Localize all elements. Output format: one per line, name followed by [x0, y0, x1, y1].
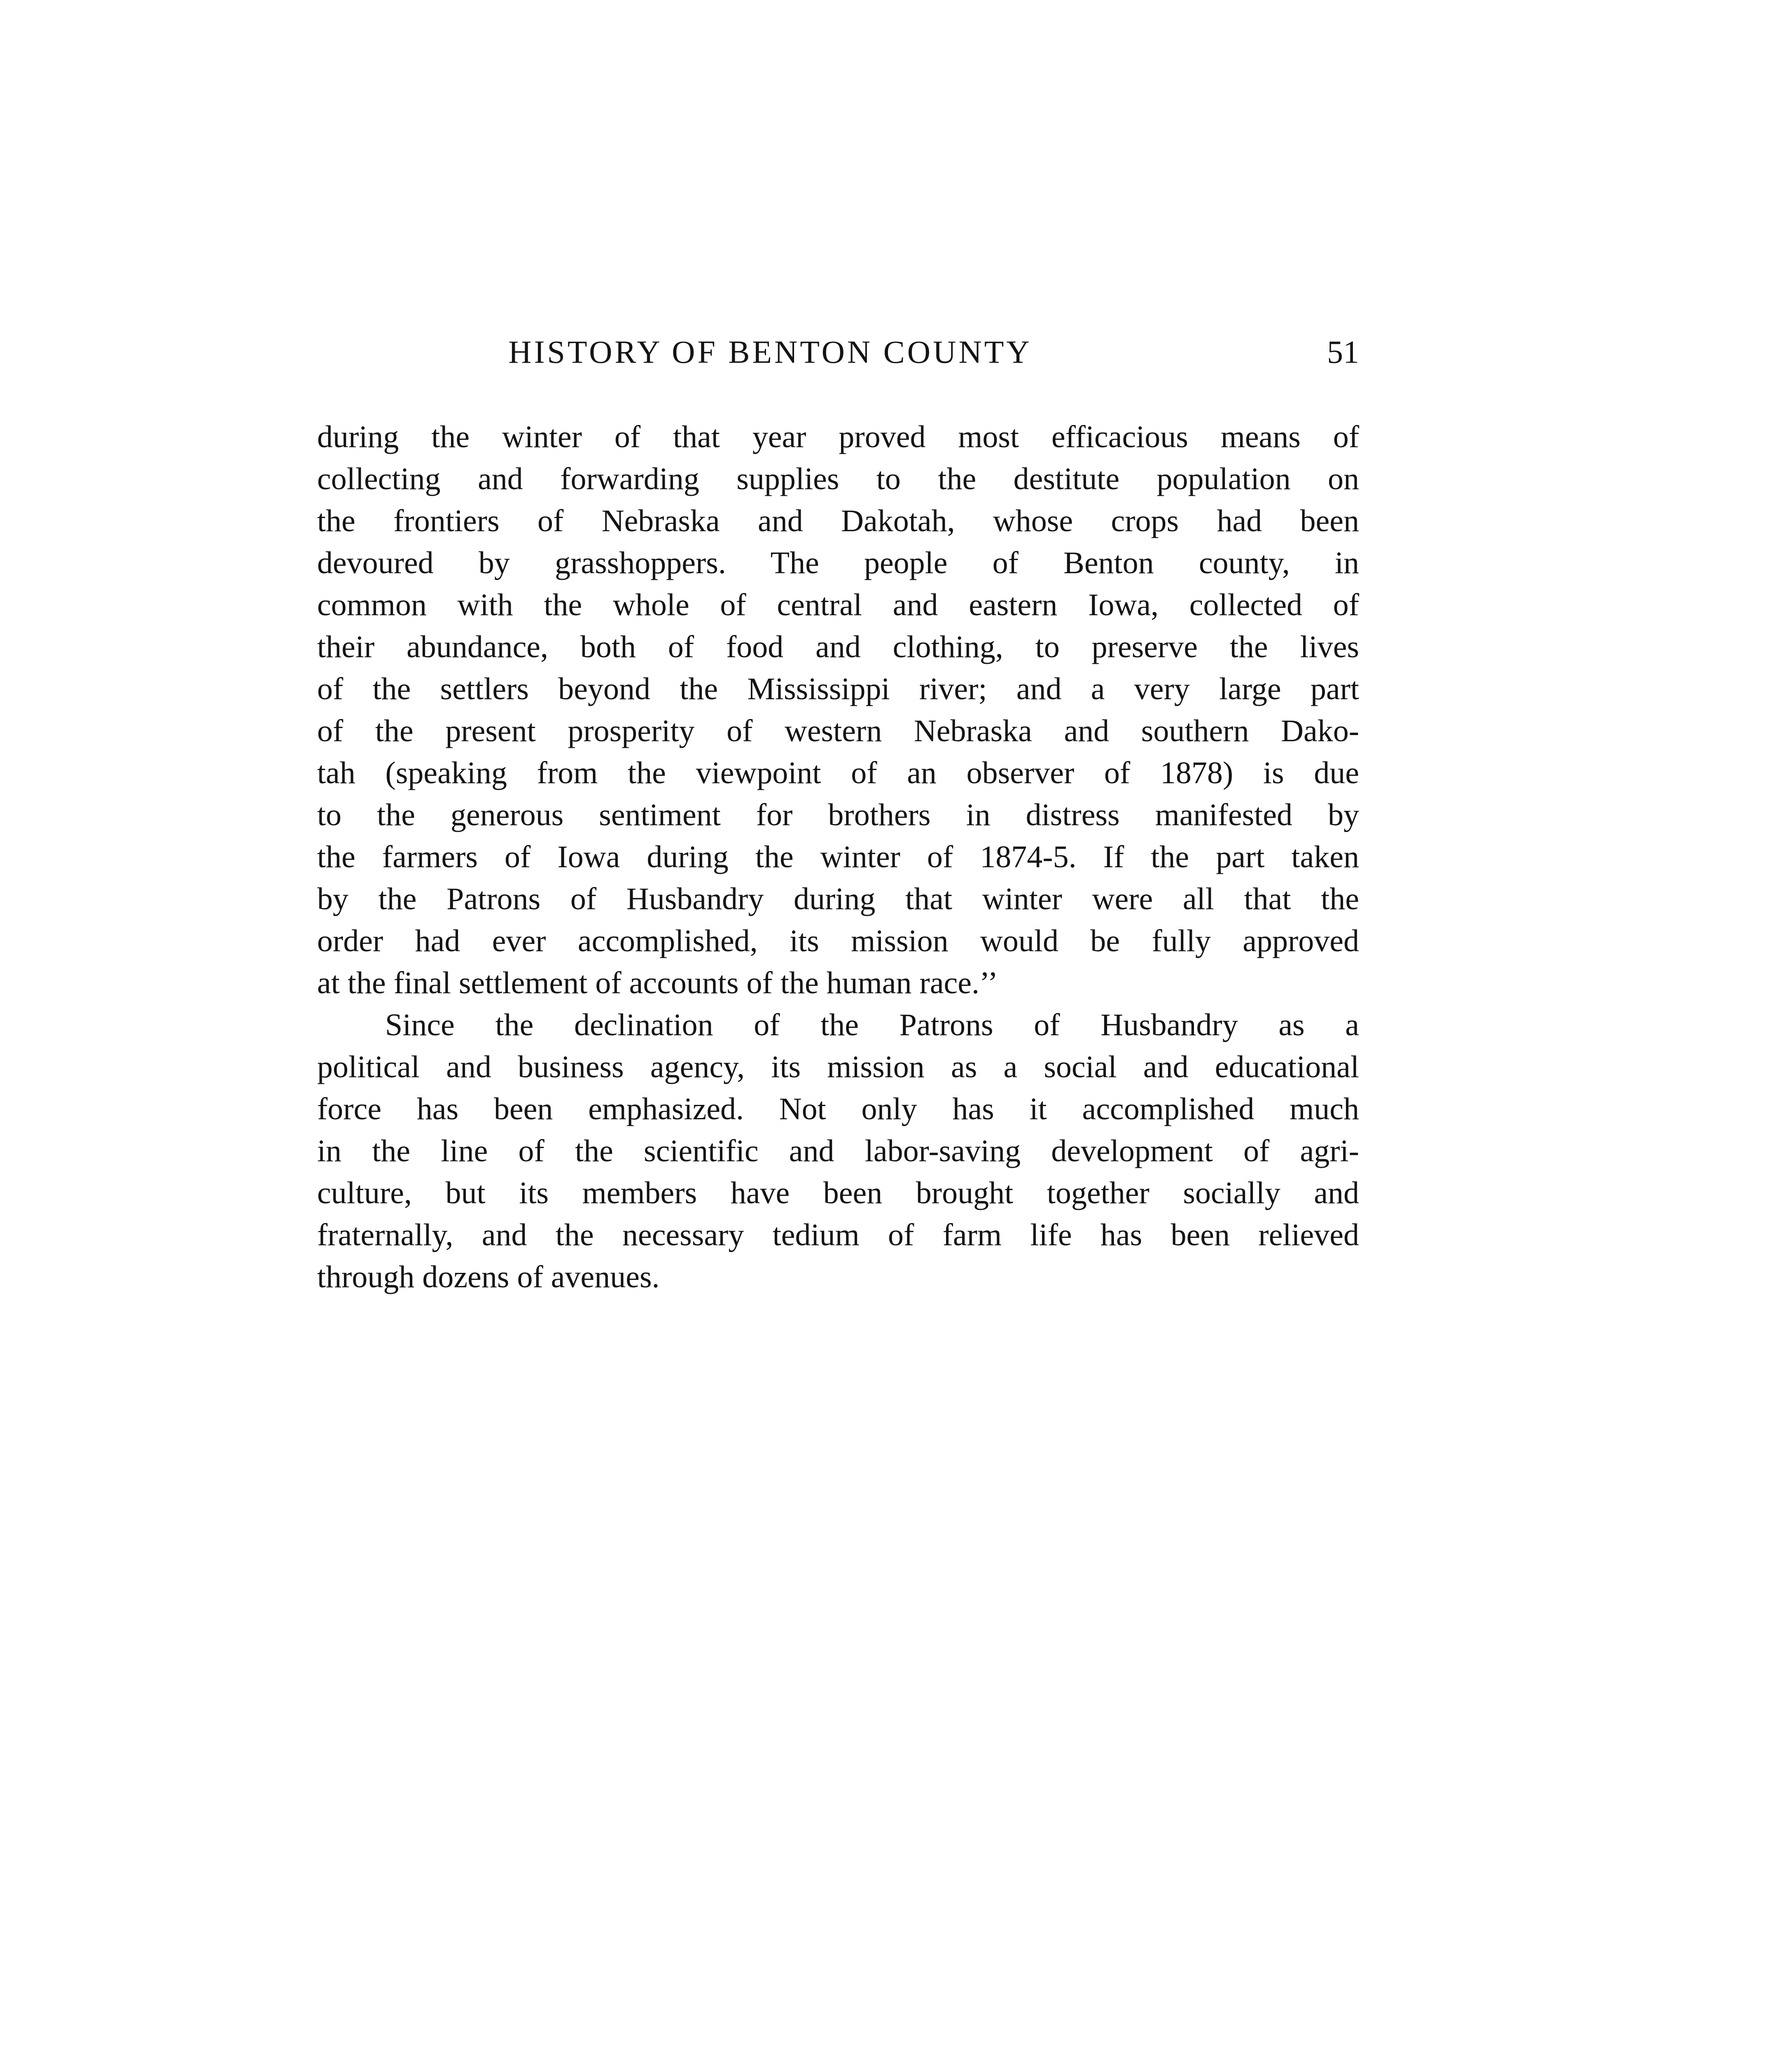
text-line: culture, but its members have been brought together socially and [317, 1176, 1359, 1210]
text-line: common with the whole of central and eastern Iowa, collected of [317, 588, 1359, 622]
text-line: of the settlers beyond the Mississippi river; and a very large part [317, 672, 1359, 706]
text-line: devoured by grasshoppers. The people of Benton county, in [317, 546, 1359, 580]
text-line: collecting and forwarding supplies to the destitute population on [317, 462, 1359, 496]
text-line: force has been emphasized. Not only has it accomplished much [317, 1092, 1359, 1126]
text-line: the farmers of Iowa during the winter of 1874-5. If the part taken [317, 840, 1359, 874]
text-line: tah (speaking from the viewpoint of an observer of 1878) is due [317, 756, 1359, 790]
paragraph-2 [317, 1004, 1359, 1298]
text-line: Since the declination of the Patrons of Husbandry as a [385, 1008, 1359, 1042]
text-line: fraternally, and the necessary tedium of farm life has been relieved [317, 1218, 1359, 1252]
text-line: their abundance, both of food and clothing, to preserve the lives [317, 630, 1359, 664]
running-title: HISTORY OF BENTON COUNTY [508, 334, 1032, 370]
text-line: political and business agency, its mission as a social and educational [317, 1050, 1359, 1084]
text-line: the frontiers of Nebraska and Dakotah, whose crops had been [317, 504, 1359, 538]
running-head [317, 329, 1359, 375]
paragraph-1 [317, 416, 1359, 1004]
text-line: at the final settlement of accounts of the human race.’’ [317, 966, 998, 1000]
body-text [317, 416, 1359, 1298]
text-line: through dozens of avenues. [317, 1260, 660, 1294]
text-line: by the Patrons of Husbandry during that winter were all that the [317, 882, 1359, 916]
text-line: during the winter of that year proved most efficacious means of [317, 420, 1359, 454]
text-line: to the generous sentiment for brothers in distress manifested by [317, 798, 1359, 832]
text-line: order had ever accomplished, its mission would be fully approved [317, 924, 1359, 958]
text-line: of the present prosperity of western Nebraska and southern Dako- [317, 714, 1359, 748]
page-number: 51 [1327, 334, 1359, 370]
text-line: in the line of the scientific and labor-saving development of agri- [317, 1134, 1359, 1168]
